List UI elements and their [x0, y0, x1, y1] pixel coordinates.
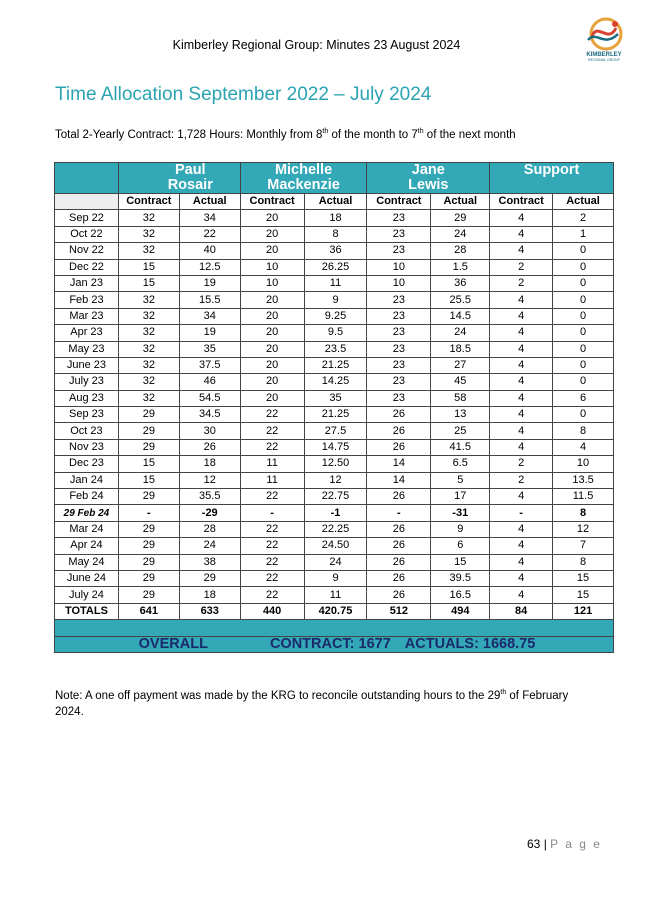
value-cell: 29 [118, 423, 179, 439]
value-cell: 22 [240, 570, 304, 586]
month-cell: Oct 22 [55, 226, 119, 242]
value-cell: 0 [553, 292, 614, 308]
value-cell: 39.5 [431, 570, 490, 586]
value-cell: 20 [240, 341, 304, 357]
value-cell: 18 [179, 456, 240, 472]
value-cell: 10 [367, 259, 431, 275]
month-cell: Jan 23 [55, 275, 119, 291]
value-cell: 46 [179, 374, 240, 390]
month-cell: Feb 23 [55, 292, 119, 308]
value-cell: 18.5 [431, 341, 490, 357]
month-cell: Nov 23 [55, 439, 119, 455]
value-cell: 45 [431, 374, 490, 390]
overall-actuals: ACTUALS: 1668.75 [404, 635, 536, 652]
value-cell: 11.5 [553, 489, 614, 505]
value-cell: 20 [240, 357, 304, 373]
value-cell: 29 [431, 210, 490, 226]
value-cell: 15 [553, 587, 614, 603]
value-cell: 58 [431, 390, 490, 406]
value-cell: 9 [304, 292, 367, 308]
value-cell: 32 [118, 243, 179, 259]
month-cell: Aug 23 [55, 390, 119, 406]
value-cell: 23 [367, 325, 431, 341]
month-cell: June 24 [55, 570, 119, 586]
subheader-contract: Contract [118, 194, 179, 210]
value-cell: 20 [240, 308, 304, 324]
value-cell: 0 [553, 341, 614, 357]
value-cell: 34.5 [179, 407, 240, 423]
value-cell: 13 [431, 407, 490, 423]
reconciliation-note: Note: A one off payment was made by the KRG to reconcile outstanding hours to the 29th of February 2024. [55, 689, 569, 718]
value-cell: 41.5 [431, 439, 490, 455]
value-cell: 26 [367, 521, 431, 537]
table-row [55, 521, 614, 537]
value-cell: 4 [490, 390, 553, 406]
table-row [55, 341, 614, 357]
value-cell: 14 [367, 472, 431, 488]
value-cell: 4 [490, 341, 553, 357]
value-cell: 28 [431, 243, 490, 259]
value-cell: 4 [490, 292, 553, 308]
value-cell: 12.5 [179, 259, 240, 275]
value-cell: 15 [118, 456, 179, 472]
table-row [55, 587, 614, 603]
value-cell: 6 [553, 390, 614, 406]
value-cell: 4 [490, 570, 553, 586]
value-cell: 4 [490, 325, 553, 341]
value-cell: 23 [367, 390, 431, 406]
value-cell: 20 [240, 390, 304, 406]
value-cell: 2 [490, 259, 553, 275]
value-cell: 0 [553, 325, 614, 341]
value-cell: 29 [118, 489, 179, 505]
value-cell: 20 [240, 374, 304, 390]
value-cell: 12.50 [304, 456, 367, 472]
value-cell: 23.5 [304, 341, 367, 357]
overall-contract: CONTRACT: 1677 [269, 635, 391, 652]
value-cell: 26 [367, 538, 431, 554]
value-cell: 32 [118, 292, 179, 308]
person-header-michelle-mackenzie: Michelle Mackenzie [240, 163, 367, 194]
month-cell: May 24 [55, 554, 119, 570]
value-cell: 12 [179, 472, 240, 488]
subheader-contract: Contract [490, 194, 553, 210]
value-cell: 23 [367, 374, 431, 390]
value-cell: 28 [179, 521, 240, 537]
value-cell: 20 [240, 292, 304, 308]
value-cell: 10 [240, 275, 304, 291]
totals-value: 641 [118, 603, 179, 619]
value-cell: 2 [553, 210, 614, 226]
subheader-actual: Actual [553, 194, 614, 210]
value-cell: - [240, 505, 304, 521]
value-cell: 29 [179, 570, 240, 586]
corner-cell [55, 163, 119, 194]
value-cell: 32 [118, 210, 179, 226]
month-cell: Jan 24 [55, 472, 119, 488]
month-cell: Apr 24 [55, 538, 119, 554]
value-cell: 4 [490, 407, 553, 423]
value-cell: - [490, 505, 553, 521]
value-cell: 32 [118, 226, 179, 242]
month-cell: May 23 [55, 341, 119, 357]
value-cell: 19 [179, 275, 240, 291]
table-row [55, 243, 614, 259]
value-cell: 4 [490, 554, 553, 570]
value-cell: 1.5 [431, 259, 490, 275]
value-cell: -31 [431, 505, 490, 521]
month-cell: Mar 24 [55, 521, 119, 537]
totals-value: 121 [553, 603, 614, 619]
value-cell: 24 [431, 226, 490, 242]
table-row [55, 275, 614, 291]
value-cell: 0 [553, 374, 614, 390]
table-row [55, 570, 614, 586]
kimberley-logo-icon [578, 14, 630, 72]
value-cell: 26 [367, 554, 431, 570]
header-title: Kimberley Regional Group: Minutes 23 August 2024 [172, 38, 461, 52]
value-cell: 40 [179, 243, 240, 259]
value-cell: 32 [118, 374, 179, 390]
column-subheader-row [55, 194, 614, 210]
value-cell: 22.25 [304, 521, 367, 537]
value-cell: 0 [553, 259, 614, 275]
value-cell: 26 [179, 439, 240, 455]
value-cell: 16.5 [431, 587, 490, 603]
table-body [55, 210, 614, 603]
person-header-support: Support [490, 163, 614, 194]
value-cell: 36 [304, 243, 367, 259]
month-cell: Mar 23 [55, 308, 119, 324]
value-cell: 26 [367, 423, 431, 439]
value-cell: 29 [118, 521, 179, 537]
value-cell: 11 [240, 472, 304, 488]
value-cell: 22 [240, 521, 304, 537]
overall-row [55, 636, 614, 652]
value-cell: 17 [431, 489, 490, 505]
value-cell: 23 [367, 308, 431, 324]
subheader-actual: Actual [431, 194, 490, 210]
table-row [55, 308, 614, 324]
value-cell: 9.25 [304, 308, 367, 324]
page-label: P a g e [550, 837, 602, 851]
value-cell: 29 [118, 439, 179, 455]
value-cell: 4 [490, 374, 553, 390]
value-cell: 22 [240, 538, 304, 554]
totals-value: 633 [179, 603, 240, 619]
value-cell: 4 [490, 489, 553, 505]
value-cell: 8 [553, 554, 614, 570]
value-cell: 0 [553, 275, 614, 291]
page-title: Time Allocation September 2022 – July 2024 [55, 84, 432, 105]
value-cell: 2 [490, 472, 553, 488]
table-row [55, 505, 614, 521]
value-cell: 18 [304, 210, 367, 226]
subheader-actual: Actual [304, 194, 367, 210]
value-cell: 27.5 [304, 423, 367, 439]
value-cell: 22.75 [304, 489, 367, 505]
value-cell: 37.5 [179, 357, 240, 373]
month-cell: Dec 22 [55, 259, 119, 275]
table-row [55, 423, 614, 439]
value-cell: - [367, 505, 431, 521]
person-header-paul-rosair: Paul Rosair [118, 163, 240, 194]
value-cell: 35 [179, 341, 240, 357]
value-cell: 4 [490, 243, 553, 259]
value-cell: 26 [367, 407, 431, 423]
table-row [55, 538, 614, 554]
value-cell: 29 [118, 554, 179, 570]
value-cell: 15 [118, 259, 179, 275]
month-cell: Apr 23 [55, 325, 119, 341]
month-cell: Sep 22 [55, 210, 119, 226]
value-cell: 4 [490, 538, 553, 554]
value-cell: 29 [118, 407, 179, 423]
value-cell: 10 [367, 275, 431, 291]
table-row [55, 390, 614, 406]
totals-value: 494 [431, 603, 490, 619]
value-cell: 32 [118, 390, 179, 406]
value-cell: 38 [179, 554, 240, 570]
time-allocation-table [54, 162, 614, 653]
person-header-jane-lewis: Jane Lewis [367, 163, 490, 194]
month-cell: June 23 [55, 357, 119, 373]
value-cell: -29 [179, 505, 240, 521]
subheader-contract: Contract [367, 194, 431, 210]
value-cell: 32 [118, 357, 179, 373]
value-cell: 8 [553, 505, 614, 521]
value-cell: 23 [367, 243, 431, 259]
page-number: 63 [527, 837, 541, 851]
value-cell: 4 [490, 521, 553, 537]
value-cell: 14.75 [304, 439, 367, 455]
value-cell: 30 [179, 423, 240, 439]
value-cell: 15 [431, 554, 490, 570]
value-cell: 8 [304, 226, 367, 242]
value-cell: 24 [304, 554, 367, 570]
overall-spacer-row [55, 620, 614, 636]
value-cell: 22 [240, 587, 304, 603]
value-cell: 34 [179, 308, 240, 324]
table-row [55, 325, 614, 341]
value-cell: 35.5 [179, 489, 240, 505]
value-cell: 27 [431, 357, 490, 373]
totals-row [55, 603, 614, 619]
value-cell: - [118, 505, 179, 521]
value-cell: 0 [553, 407, 614, 423]
person-header-row [55, 163, 614, 194]
month-cell: July 23 [55, 374, 119, 390]
value-cell: 15 [118, 275, 179, 291]
totals-value: 420.75 [304, 603, 367, 619]
table-row [55, 374, 614, 390]
value-cell: 2 [490, 275, 553, 291]
value-cell: 6.5 [431, 456, 490, 472]
value-cell: 23 [367, 226, 431, 242]
value-cell: 6 [431, 538, 490, 554]
table-row [55, 259, 614, 275]
table-row [55, 292, 614, 308]
table-row [55, 489, 614, 505]
table-row [55, 226, 614, 242]
value-cell: 4 [553, 439, 614, 455]
document-header [0, 38, 653, 52]
month-cell: 29 Feb 24 [55, 505, 119, 521]
value-cell: 25 [431, 423, 490, 439]
month-cell: Sep 23 [55, 407, 119, 423]
value-cell: 14.5 [431, 308, 490, 324]
month-cell: July 24 [55, 587, 119, 603]
totals-label: TOTALS [55, 603, 119, 619]
value-cell: 32 [118, 308, 179, 324]
table-row [55, 554, 614, 570]
value-cell: 12 [553, 521, 614, 537]
overall-label: OVERALL [138, 635, 208, 652]
value-cell: 10 [553, 456, 614, 472]
value-cell: 5 [431, 472, 490, 488]
value-cell: 1 [553, 226, 614, 242]
value-cell: 4 [490, 308, 553, 324]
value-cell: 11 [304, 587, 367, 603]
value-cell: 23 [367, 341, 431, 357]
value-cell: 18 [179, 587, 240, 603]
value-cell: 14.25 [304, 374, 367, 390]
value-cell: 15 [118, 472, 179, 488]
table-row [55, 210, 614, 226]
value-cell: 20 [240, 226, 304, 242]
table-row [55, 456, 614, 472]
subheader-contract: Contract [240, 194, 304, 210]
value-cell: 13.5 [553, 472, 614, 488]
value-cell: 26 [367, 489, 431, 505]
month-cell: Feb 24 [55, 489, 119, 505]
value-cell: 20 [240, 243, 304, 259]
logo-wordmark [578, 52, 630, 63]
value-cell: 24 [179, 538, 240, 554]
value-cell: 32 [118, 325, 179, 341]
page-footer: 63 | P a g e [527, 837, 602, 851]
value-cell: 26 [367, 439, 431, 455]
value-cell: 36 [431, 275, 490, 291]
value-cell: 23 [367, 210, 431, 226]
logo-name: KIMBERLEY [586, 52, 622, 58]
value-cell: 20 [240, 210, 304, 226]
value-cell: 23 [367, 357, 431, 373]
value-cell: 34 [179, 210, 240, 226]
value-cell: 4 [490, 587, 553, 603]
value-cell: 20 [240, 325, 304, 341]
value-cell: 0 [553, 243, 614, 259]
value-cell: 10 [240, 259, 304, 275]
totals-value: 84 [490, 603, 553, 619]
value-cell: 29 [118, 538, 179, 554]
value-cell: 24.50 [304, 538, 367, 554]
value-cell: 8 [553, 423, 614, 439]
value-cell: 23 [367, 292, 431, 308]
logo-subtitle: REGIONAL GROUP [588, 58, 620, 62]
table-row [55, 439, 614, 455]
value-cell: 4 [490, 226, 553, 242]
value-cell: 4 [490, 423, 553, 439]
value-cell: 14 [367, 456, 431, 472]
value-cell: 54.5 [179, 390, 240, 406]
value-cell: 21.25 [304, 357, 367, 373]
contract-intro: Total 2-Yearly Contract: 1,728 Hours: Monthly from 8th of the month to 7th of the next month [55, 128, 516, 141]
value-cell: 12 [304, 472, 367, 488]
value-cell: 26 [367, 587, 431, 603]
month-cell: Nov 22 [55, 243, 119, 259]
value-cell: 25.5 [431, 292, 490, 308]
value-cell: 0 [553, 357, 614, 373]
value-cell: 2 [490, 456, 553, 472]
totals-value: 440 [240, 603, 304, 619]
month-cell: Oct 23 [55, 423, 119, 439]
value-cell: 29 [118, 587, 179, 603]
value-cell: 7 [553, 538, 614, 554]
value-cell: 29 [118, 570, 179, 586]
value-cell: 22 [240, 407, 304, 423]
table-row [55, 472, 614, 488]
value-cell: 0 [553, 308, 614, 324]
value-cell: 19 [179, 325, 240, 341]
value-cell: 22 [240, 489, 304, 505]
value-cell: 32 [118, 341, 179, 357]
value-cell: -1 [304, 505, 367, 521]
value-cell: 22 [179, 226, 240, 242]
month-header-cell [55, 194, 119, 210]
value-cell: 9 [304, 570, 367, 586]
value-cell: 22 [240, 439, 304, 455]
value-cell: 22 [240, 423, 304, 439]
value-cell: 9 [431, 521, 490, 537]
value-cell: 9.5 [304, 325, 367, 341]
value-cell: 11 [240, 456, 304, 472]
totals-value: 512 [367, 603, 431, 619]
value-cell: 15 [553, 570, 614, 586]
month-cell: Dec 23 [55, 456, 119, 472]
value-cell: 4 [490, 439, 553, 455]
value-cell: 26.25 [304, 259, 367, 275]
value-cell: 35 [304, 390, 367, 406]
value-cell: 4 [490, 357, 553, 373]
value-cell: 22 [240, 554, 304, 570]
value-cell: 4 [490, 210, 553, 226]
table-row [55, 357, 614, 373]
value-cell: 21.25 [304, 407, 367, 423]
subheader-actual: Actual [179, 194, 240, 210]
table-row [55, 407, 614, 423]
value-cell: 11 [304, 275, 367, 291]
value-cell: 15.5 [179, 292, 240, 308]
value-cell: 26 [367, 570, 431, 586]
value-cell: 24 [431, 325, 490, 341]
